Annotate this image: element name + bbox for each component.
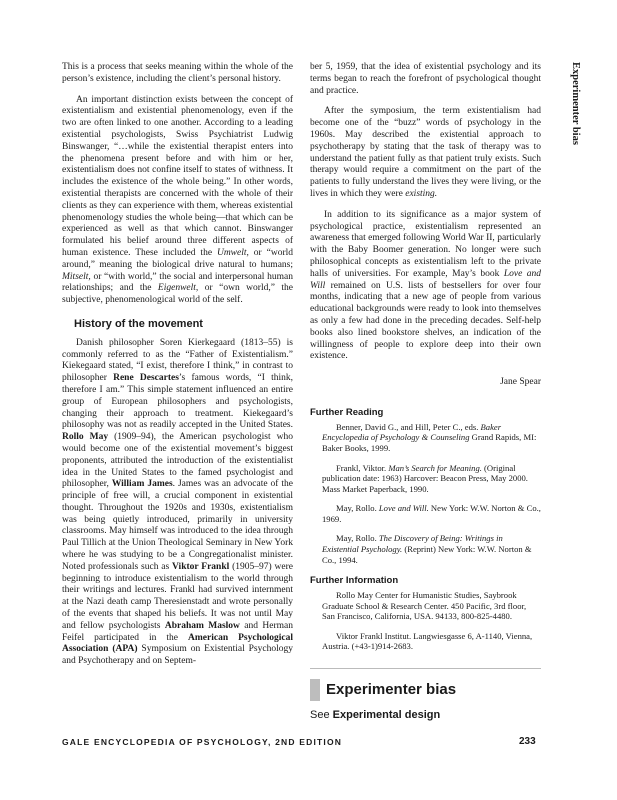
left-column <box>62 62 293 668</box>
term-mitselt: Mitselt, <box>62 271 91 282</box>
info-item: Viktor Frankl Institut. Langwiesgasse 6, A-1140, Vienna, Austria. (+43-1)914-2683. <box>322 630 533 652</box>
entry-title-text: Experimenter bias <box>326 681 457 699</box>
reference-item: May, Rollo. The Discovery of Being: Writings in Existential Psychology. (Reprint) New York: W.W. Norton & Co., 1994. <box>322 533 532 565</box>
see-reference: See Experimental design <box>310 709 441 722</box>
cross-reference-link[interactable]: Rollo May <box>62 432 109 443</box>
further-information-heading: Further Information <box>310 575 399 587</box>
paragraph: This is a process that seeks meaning within the whole of the person’s existence, including the client’s personal history. <box>62 62 293 84</box>
reference-item: Benner, David G., and Hill, Peter C., eds. Baker Encyclopedia of Psychology & Counseling Grand Rapids, MI: Baker Books, 1999. <box>322 421 537 453</box>
entry-header <box>310 668 541 722</box>
paragraph: ber 5, 1959, that the idea of existential psychology and its terms began to reach the forefront of psychological thought and practice. <box>310 62 541 96</box>
further-information <box>310 575 541 652</box>
cross-reference-link[interactable]: Abraham Maslow <box>164 620 240 631</box>
author-signature: Jane Spear <box>500 377 541 388</box>
book-title: Love and Will <box>310 268 541 291</box>
reference-item: May, Rollo. Love and Will. New York: W.W. Norton & Co., 1969. <box>322 503 541 524</box>
paragraph: An important distinction exists between the concept of existentialism and existential phenomenology, even if the two are often linked to one another. According to a leading existential psychologists, Swiss Psychiatrist Ludwig Binswanger, “…while the existential therapist enters into the phenomena present before and with him or her, existentialism does not confine itself to states of withness. It includes the existence of the whole being.” In other words, existential therapists are concerned with the whole of their clients as they can experience with them, whereas existential phenomenology studies the whole being—that which can be experienced as well as that which cannot. Binswanger formulated his belief around three different aspects of human existence. These included the Umwelt, or “world around,” meaning the biological drive natural to humans; Mitselt, or “with world,” the social and interpersonal human relationships; and the Eigenwelt, or “own world,” the subjective, phenomenological world of the self. <box>62 94 294 306</box>
reference-item: Frankl, Viktor. Man’s Search for Meaning. (Original publication date: 1963) Harcover: Beacon Press, May 2000. Mass Market Paperback, 1990. <box>322 462 528 494</box>
paragraph: Danish philosopher Soren Kierkegaard (1813–55) is commonly referred to as the “Father of Existentialism.” Kiekegaard stated, “I exist, therefore I think,” in contrast to philosopher Rene Descartes’s famous words, “I think, therefore I am.” This simple statement influenced an entire group of European philosophers and psychologists, changing their approach to treatment. Kiekegaard’s philosophy was not as readily accepted in the United States. Rollo May (1909–94), the American psychologist who would become one of the existential movement’s biggest proponents, attributed the introduction of the existentialist idea in the United States to the famed psychologist and philosopher, William James. James was an advocate of the principle of free will, a crucial component in existential thought. Throughout the 1920s and 1930s, existentialism was being quietly introduced, primarily in university classrooms. May himself was introduced to the idea through Paul Tillich at the Union Theological Seminary in New York where he was studying to be a Congregationalist minister. Noted professionals such as Viktor Frankl (1905–97) were beginning to introduce existentialism to the world through their writings and lectures. Frankl had survived internment at the Nazi death camp Theresienstadt and wrote personally of the events that shaped his beliefs. It was not until May and fellow psychologists Abraham Maslow and Herman Feifel participated in the American Psychological Association (APA) Symposium on Existential Psychology and Psychotherapy and on Septem- <box>62 337 294 667</box>
cross-reference-link[interactable]: Viktor Frankl <box>172 561 230 572</box>
entry-marker-bar <box>310 679 320 701</box>
term-eigenwelt: Eigenwelt, <box>157 283 199 294</box>
paragraph: In addition to its significance as a major system of psychological practice, existentialism represented an awareness that emerged following World War II, particularly with the Baby Boomer generation. No longer were such philosophical concepts as existentialism left to the private halls of universities. For example, May’s book Love and Will remained on U.S. lists of bestsellers for over four months, indicating that a new age of people from various educational backgrounds were ready to look into themselves as only a few had done in the preceding decades. Self-help books also lined bookstore shelves, an indication of the willingness of people to explore deep into their own existence. <box>310 209 541 362</box>
right-column <box>310 62 541 722</box>
footer-title: GALE ENCYCLOPEDIA OF PSYCHOLOGY, 2ND EDITION <box>62 737 343 747</box>
see-reference-link[interactable]: Experimental design <box>332 709 441 722</box>
further-reading <box>310 407 541 565</box>
entry-title <box>310 679 541 701</box>
running-head-tab: Experimenter bias <box>570 62 581 145</box>
page-number: 233 <box>519 736 536 747</box>
cross-reference-link[interactable]: American Psychological Association (APA) <box>62 632 294 655</box>
term-umwelt: Umwelt, <box>216 247 249 258</box>
further-reading-heading: Further Reading <box>310 406 384 418</box>
info-item: Rollo May Center for Humanistic Studies, Saybrook Graduate School & Research Center. 450 Pacific, 3rd floor, San Francisco, California, USA. 94133, 800-825-4480. <box>322 590 527 622</box>
section-heading: History of the movement <box>74 317 203 330</box>
paragraph: After the symposium, the term existentialism had become one of the “buzz” words of psychology in the 1960s. May described the existential approach to psychotherapy by stating that the task of therapy was to understand the patient fully as that patient truly exists. Such therapy would require a commitment on the part of the patients to fully understand the lives they were living, or the lives in which they were existing. <box>310 106 541 199</box>
cross-reference-link[interactable]: Rene Descartes <box>113 373 179 384</box>
cross-reference-link[interactable]: William James <box>111 479 173 490</box>
